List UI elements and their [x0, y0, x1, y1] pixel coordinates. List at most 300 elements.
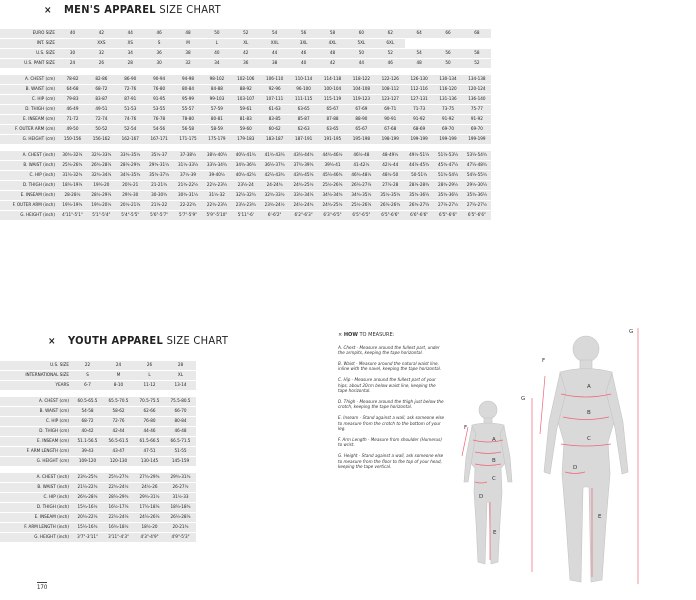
table-cell: 49-50 [58, 125, 87, 134]
table-cell: 119-123 [347, 95, 376, 104]
table-cell: 85-87 [289, 115, 318, 124]
row-label: A. CHEST (cm) [0, 75, 58, 84]
mens-title: × MEN'S APPAREL SIZE CHART [44, 3, 221, 16]
row-label: G. HEIGHT (cm) [0, 135, 58, 144]
table-cell: 53-55 [145, 105, 174, 114]
page-number: 170 [37, 584, 48, 591]
table-cell: 48-49½ [376, 151, 405, 160]
table-cell: XL [231, 39, 260, 48]
table-cell: 34¾-35½ [347, 191, 376, 200]
table-cell: 87-91 [116, 95, 145, 104]
youth-size-row [0, 493, 196, 502]
table-cell: 3XL [289, 39, 318, 48]
table-cell: 23¾-25¾ [72, 473, 103, 482]
table-cell: 57-59 [202, 105, 231, 114]
youth-size-row [0, 447, 196, 456]
table-cell: 91-92 [434, 115, 463, 124]
table-cell: 56 [289, 29, 318, 38]
table-cell: 35¾-36¼ [462, 191, 491, 200]
mens-size-row [0, 125, 491, 134]
table-cell: 112-116 [405, 85, 434, 94]
youth-size-row [0, 407, 196, 416]
measure-instruction: D. Thigh - Measure around the thigh just below the crotch, keeping the tape horizontal. [338, 399, 444, 411]
mens-size-row [0, 201, 491, 210]
table-cell: 13-14 [165, 381, 196, 390]
table-cell: 24¾-25½ [318, 201, 347, 210]
table-cell: 26 [87, 59, 116, 68]
table-cell: 48 [174, 29, 203, 38]
table-cell: 44¾-46½ [318, 151, 347, 160]
youth-size-row [0, 483, 196, 492]
table-cell: 53¼-54¾ [462, 151, 491, 160]
table-cell: 80-84 [174, 85, 203, 94]
row-label: A. CHEST (cm) [0, 397, 72, 406]
table-cell: 28 [165, 361, 196, 370]
table-cell: S [72, 371, 103, 380]
table-cell: 21¼-22¾ [72, 483, 103, 492]
table-cell: 16½-17¼ [103, 503, 134, 512]
table-cell: 18¼-18¾ [165, 503, 196, 512]
table-cell: 91-95 [145, 95, 174, 104]
mens-size-row [0, 49, 491, 58]
table-cell: 47-51 [134, 447, 165, 456]
table-cell: 51¼-53¼ [434, 151, 463, 160]
table-cell: 66.5-71.5 [165, 437, 196, 446]
fig-label-e-adult: E [598, 514, 602, 520]
table-cell: 58 [462, 49, 491, 58]
row-label: G. HEIGHT (cm) [0, 457, 72, 466]
row-label: F. ARM LENGTH (inch) [0, 523, 72, 532]
youth-size-row [0, 437, 196, 446]
row-label: U.S. SIZE [0, 361, 72, 370]
row-label: E. INSEAM (inch) [0, 513, 72, 522]
table-cell: 35¾-37½ [145, 171, 174, 180]
table-cell: 56.5-61.5 [103, 437, 134, 446]
table-cell: 58 [318, 29, 347, 38]
table-cell: 48 [405, 59, 434, 68]
table-cell: 38 [174, 49, 203, 58]
how-to-measure [338, 333, 446, 476]
table-cell: 81-83 [231, 115, 260, 124]
table-cell: 130-145 [134, 457, 165, 466]
table-cell: 30 [58, 49, 87, 58]
table-cell: 25½-26¼ [318, 181, 347, 190]
table-cell: 5'7"-5'9" [174, 211, 203, 220]
table-cell: 62-63 [289, 125, 318, 134]
spacer-cell [58, 39, 87, 48]
table-cell: 34¾-36¼ [231, 161, 260, 170]
table-cell: 43¼-44¾ [289, 151, 318, 160]
table-cell: 91-92 [405, 115, 434, 124]
table-cell: 28¾-29½ [434, 181, 463, 190]
table-cell: 46-49 [58, 105, 87, 114]
row-label: C. HIP (inch) [0, 493, 72, 502]
table-cell: 46 [289, 49, 318, 58]
table-cell: 183-187 [260, 135, 289, 144]
table-cell: 58-62 [103, 407, 134, 416]
table-cell: 65-67 [318, 105, 347, 114]
youth-size-row [0, 427, 196, 436]
close-icon: × [48, 336, 56, 347]
table-cell: 103-107 [231, 95, 260, 104]
table-cell: L [134, 371, 165, 380]
row-label: A. CHEST (inch) [0, 151, 58, 160]
table-cell: 30-30¾ [145, 191, 174, 200]
table-cell: 107-111 [260, 95, 289, 104]
table-cell: 54-58 [72, 407, 103, 416]
table-cell: 20¼-21 [116, 181, 145, 190]
table-cell: 5'11"-6' [231, 211, 260, 220]
table-cell: 23¼-24 [231, 181, 260, 190]
table-cell: 99-103 [202, 95, 231, 104]
table-cell: 25¾-27¾ [103, 473, 134, 482]
table-cell: 36¼-37¾ [260, 161, 289, 170]
fig-label-d: D [479, 494, 484, 500]
table-cell: 5'9"-5'10" [202, 211, 231, 220]
table-cell: 50 [434, 59, 463, 68]
table-cell: 39-40½ [202, 171, 231, 180]
youth-size-row [0, 417, 196, 426]
table-cell: 82-86 [87, 75, 116, 84]
table-cell: 71-72 [58, 115, 87, 124]
table-cell: 44 [260, 49, 289, 58]
fig-label-g: G [521, 396, 526, 402]
table-cell: 29½-30¼ [462, 181, 491, 190]
table-cell: 50 [202, 29, 231, 38]
table-cell: 18½-20 [134, 523, 165, 532]
table-cell: 51-53 [116, 105, 145, 114]
table-cell: 191-195 [318, 135, 347, 144]
table-cell: 36 [231, 59, 260, 68]
row-label: B. WAIST (inch) [0, 161, 58, 170]
table-cell: 127-131 [405, 95, 434, 104]
table-cell: 48½-50 [376, 171, 405, 180]
table-cell: 4'9"-5'3" [165, 533, 196, 542]
table-cell: 80-84 [165, 417, 196, 426]
table-cell: 56-58 [174, 125, 203, 134]
table-cell: 66-70 [165, 407, 196, 416]
mens-size-row [0, 85, 491, 94]
table-cell: 199-199 [434, 135, 463, 144]
table-cell: 22¾-23¼ [202, 201, 231, 210]
table-cell: 199-199 [462, 135, 491, 144]
table-cell: 41-42½ [347, 161, 376, 170]
table-cell: 32 [87, 49, 116, 58]
table-cell: 75-77 [462, 105, 491, 114]
table-cell: 71-73 [405, 105, 434, 114]
table-cell: 6'2"-6'3" [289, 211, 318, 220]
table-cell: 51¾-54¼ [434, 171, 463, 180]
table-cell: 68-69 [405, 125, 434, 134]
youth-size-row [0, 381, 196, 390]
table-cell: 199-199 [405, 135, 434, 144]
table-cell: 63-65 [289, 105, 318, 114]
table-cell: 116-120 [434, 85, 463, 94]
table-cell: 42 [87, 29, 116, 38]
table-cell: 42¼-43¾ [260, 171, 289, 180]
table-cell: 60.5-65.5 [72, 397, 103, 406]
table-cell: 21-21¾ [145, 181, 174, 190]
table-cell: 68 [462, 29, 491, 38]
table-cell: 98-102 [202, 75, 231, 84]
table-cell: 5'4"-5'5" [116, 211, 145, 220]
table-cell: 39¼-41 [318, 161, 347, 170]
table-cell: M [174, 39, 203, 48]
table-cell: 28¼-28¾ [405, 181, 434, 190]
mens-size-row [0, 95, 491, 104]
table-cell: 28 [116, 59, 145, 68]
table-cell: XL [165, 371, 196, 380]
table-cell: 15¾-16½ [72, 503, 103, 512]
table-cell: 42½-44 [376, 161, 405, 170]
table-cell: 22¾-24½ [103, 483, 134, 492]
table-cell: 150-156 [58, 135, 87, 144]
measure-instruction: A. Chest - Measure around the fullest part, under the armpits, keeping the tape horizontal. [338, 345, 440, 357]
table-cell: 21¾-22½ [174, 181, 203, 190]
table-cell: 26¾-28¼ [87, 161, 116, 170]
table-cell: 104-108 [347, 85, 376, 94]
table-cell: 28-28½ [58, 191, 87, 200]
table-cell: 29¾-31¾ [165, 473, 196, 482]
table-cell: 43¾-45¼ [289, 171, 318, 180]
table-cell: 4XL [318, 39, 347, 48]
table-cell: 26¾-27¼ [405, 201, 434, 210]
table-cell: 20½-21¼ [116, 201, 145, 210]
row-label: D. THIGH (inch) [0, 181, 58, 190]
table-cell: 6'5"-6'6" [462, 211, 491, 220]
table-cell: 72-76 [116, 85, 145, 94]
table-cell: 27¼-27½ [434, 201, 463, 210]
table-cell: 67-68 [376, 125, 405, 134]
table-cell: 26-27½ [165, 483, 196, 492]
table-cell: 175-179 [202, 135, 231, 144]
table-cell: 19¼-20 [87, 181, 116, 190]
table-cell: 19¼-19¾ [58, 201, 87, 210]
table-cell: 198-199 [376, 135, 405, 144]
youth-size-row [0, 397, 196, 406]
table-cell: 42 [231, 49, 260, 58]
table-cell: 126-130 [405, 75, 434, 84]
table-cell: 34 [116, 49, 145, 58]
table-cell: 32 [174, 59, 203, 68]
table-cell: 24¾-25½ [289, 181, 318, 190]
table-cell: 114-118 [318, 75, 347, 84]
table-cell: 56 [434, 49, 463, 58]
youth-size-row [0, 523, 196, 532]
table-cell: 120-130 [103, 457, 134, 466]
table-cell: 17¼-18¼ [134, 503, 165, 512]
row-label: INT. SIZE [0, 39, 58, 48]
table-cell: 78-82 [58, 75, 87, 84]
table-cell: 123-127 [376, 95, 405, 104]
table-cell: 68-72 [72, 417, 103, 426]
table-cell: 30 [145, 59, 174, 68]
table-cell: 40 [289, 59, 318, 68]
body-measurement-figures [448, 322, 658, 592]
youth-size-row [0, 457, 196, 466]
table-cell: 39-43 [72, 447, 103, 456]
table-cell: 22½-23¼ [202, 181, 231, 190]
table-cell: 72-74 [87, 115, 116, 124]
table-cell: 46½-48 [347, 151, 376, 160]
table-cell: 3'7"-3'11" [72, 533, 103, 542]
table-cell: 35½-35¾ [376, 191, 405, 200]
table-cell: 64 [405, 29, 434, 38]
table-cell: 171-175 [174, 135, 203, 144]
table-cell: 83-87 [87, 95, 116, 104]
row-label: G. HEIGHT (inch) [0, 533, 72, 542]
row-label: B. WAIST (cm) [0, 85, 58, 94]
row-label: B. WAIST (cm) [0, 407, 72, 416]
table-cell: 6'3"-6'5" [318, 211, 347, 220]
table-cell: 78-80 [174, 115, 203, 124]
table-cell: 52-54 [116, 125, 145, 134]
table-cell: 33¼-34¾ [202, 161, 231, 170]
fig-label-e: E [493, 530, 497, 536]
row-label: YEARS [0, 381, 72, 390]
table-cell: 60 [347, 29, 376, 38]
table-cell: 30¾-32¼ [58, 151, 87, 160]
table-cell: 26¾-28¼ [72, 493, 103, 502]
table-cell: 52 [231, 29, 260, 38]
mens-size-row [0, 39, 491, 48]
table-cell: 32¾-34¼ [87, 171, 116, 180]
table-cell: 46 [145, 29, 174, 38]
table-cell: 131-136 [434, 95, 463, 104]
how-to-heading: × HOW TO MEASURE: [338, 332, 395, 338]
table-cell: 61-63 [260, 105, 289, 114]
table-cell: 37-38½ [174, 151, 203, 160]
measure-instruction: F. Arm Length - Measure from shoulder (Humerus) to wrist. [338, 437, 442, 449]
table-cell: 24½-24¾ [289, 201, 318, 210]
table-cell: 28¼-29¾ [116, 161, 145, 170]
row-label: C. HIP (cm) [0, 417, 72, 426]
table-cell: 47¼-48¾ [462, 161, 491, 170]
mens-size-row [0, 29, 491, 38]
table-cell: 58-59 [202, 125, 231, 134]
row-label: F. ARM LENGTH (cm) [0, 447, 72, 456]
mens-size-row [0, 171, 491, 180]
fig-label-a-adult: A [587, 384, 591, 390]
table-cell: 74-76 [116, 115, 145, 124]
table-cell: 162-167 [116, 135, 145, 144]
table-cell: 120-124 [462, 85, 491, 94]
row-label: D. THIGH (cm) [0, 105, 58, 114]
youth-size-row [0, 503, 196, 512]
row-label: E. INSEAM (inch) [0, 191, 58, 200]
table-cell: 156-162 [87, 135, 116, 144]
mens-size-row [0, 151, 491, 160]
table-cell: 29¾-31½ [145, 161, 174, 170]
table-cell: 61.5-66.5 [134, 437, 165, 446]
table-cell: 90-91 [376, 115, 405, 124]
table-cell: 23¼-23¾ [231, 201, 260, 210]
table-cell: 31½-33 [165, 493, 196, 502]
table-cell: 6'6"-6'6" [405, 211, 434, 220]
table-cell: 42-44 [103, 427, 134, 436]
mens-size-row [0, 115, 491, 124]
youth-size-row [0, 533, 196, 542]
table-cell: 73-75 [434, 105, 463, 114]
table-cell: S [145, 39, 174, 48]
youth-size-row [0, 361, 196, 370]
table-cell: 46 [376, 59, 405, 68]
table-cell: 18¼-19¼ [58, 181, 87, 190]
fig-label-b: B [492, 458, 496, 464]
table-cell: 111-115 [289, 95, 318, 104]
table-cell: 110-114 [289, 75, 318, 84]
row-label: E. INSEAM (cm) [0, 115, 58, 124]
mens-size-table [0, 28, 491, 221]
table-cell: 29¾-31½ [134, 493, 165, 502]
table-cell: 40 [58, 29, 87, 38]
table-cell: 83-85 [260, 115, 289, 124]
table-cell: 59-61 [231, 105, 260, 114]
row-label: A. CHEST (inch) [0, 473, 72, 482]
measure-instruction: C. Hip - Measure around the fullest part of your hips, about 20cm below waist line, keeping the tape horizontal. [338, 377, 436, 395]
table-cell: 24 [58, 59, 87, 68]
table-cell: 43-47 [103, 447, 134, 456]
fig-label-b-adult: B [587, 410, 591, 416]
table-cell: 24-24¾ [260, 181, 289, 190]
table-cell: 6XL [376, 39, 405, 48]
mens-size-row [0, 211, 491, 220]
table-cell: 100-104 [318, 85, 347, 94]
close-icon: × [44, 5, 52, 16]
table-cell: 134-138 [462, 75, 491, 84]
table-cell: 34¼-34¾ [318, 191, 347, 200]
table-cell: XXL [260, 39, 289, 48]
table-cell: 28¼-29¾ [103, 493, 134, 502]
table-cell: 35½-37 [145, 151, 174, 160]
table-cell: 60-62 [260, 125, 289, 134]
table-cell: 80-81 [202, 115, 231, 124]
table-cell: 38½-40¼ [202, 151, 231, 160]
mens-size-row [0, 191, 491, 200]
table-cell: 44 [347, 59, 376, 68]
table-cell: 84-88 [202, 85, 231, 94]
table-cell: 40-42 [72, 427, 103, 436]
table-cell: 94-98 [174, 75, 203, 84]
table-cell: 6'-6'2" [260, 211, 289, 220]
table-cell: 35¾-36¼ [405, 191, 434, 200]
table-cell: 25½-26¼ [347, 201, 376, 210]
table-cell: 91-92 [462, 115, 491, 124]
measure-instruction: G. Height - Stand against a wall, ask someone else to measure from the floor to the top of your head, keeping the tape vertical. [338, 453, 444, 471]
table-cell: 46-48 [165, 427, 196, 436]
table-cell: 179-183 [231, 135, 260, 144]
table-cell: 106-110 [260, 75, 289, 84]
table-cell: 22¼-24¼ [103, 513, 134, 522]
table-cell: 26¼-28¼ [165, 513, 196, 522]
fig-label-a: A [492, 437, 496, 443]
child-figure [464, 401, 512, 564]
table-cell: 65-67 [347, 125, 376, 134]
table-cell: 33¾-35½ [116, 151, 145, 160]
youth-size-row [0, 371, 196, 380]
table-cell: 36 [145, 49, 174, 58]
table-cell: 102-106 [231, 75, 260, 84]
table-cell: 26¼-26¾ [376, 201, 405, 210]
fig-label-f: F [464, 425, 468, 431]
table-cell: 26 [134, 361, 165, 370]
table-cell: 31½-32 [202, 191, 231, 200]
table-cell: 27¾-29¾ [134, 473, 165, 482]
row-label: F. OUTER ARM (cm) [0, 125, 58, 134]
table-cell: 34¼-35¾ [116, 171, 145, 180]
table-cell: 92-96 [260, 85, 289, 94]
table-cell: 34 [202, 59, 231, 68]
